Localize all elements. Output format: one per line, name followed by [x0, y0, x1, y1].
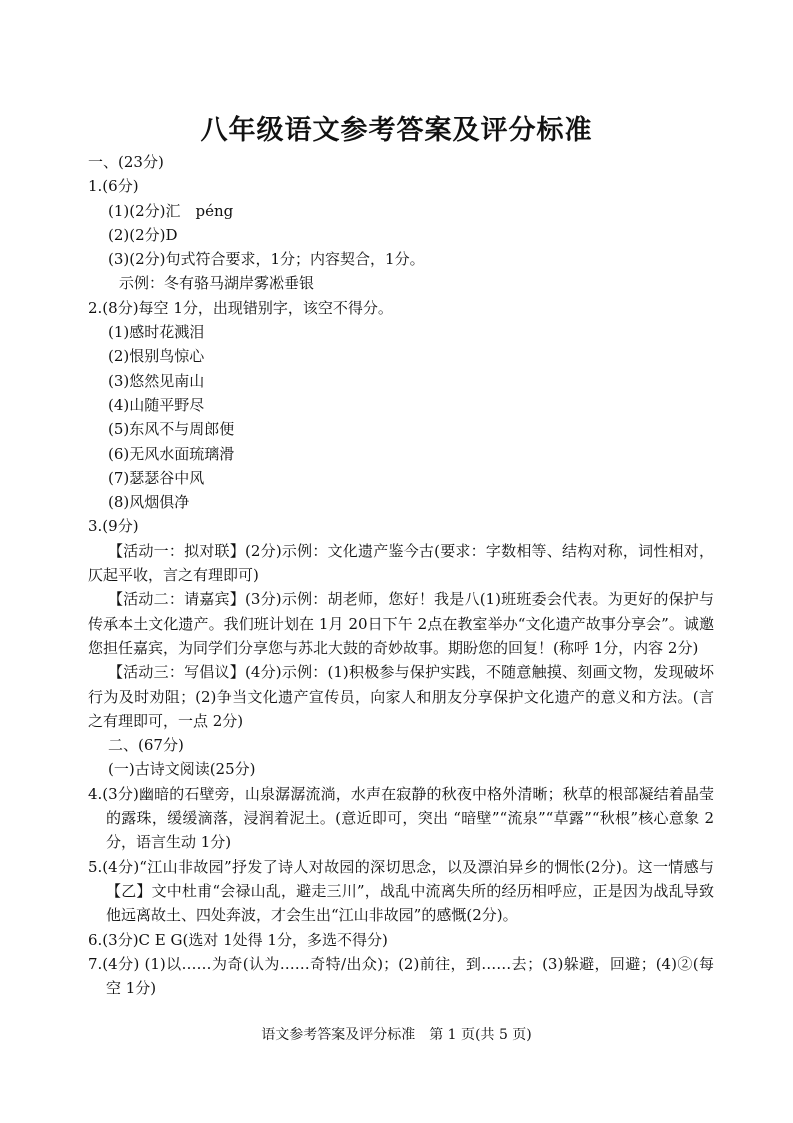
- section-heading: 一、(23分): [88, 153, 164, 171]
- activity-paragraph: 【活动二：请嘉宾】(3分)示例：胡老师，您好！我是八(1)班班委会代表。为更好的保护与传承本土文化遗产。我们班计划在 1月 20日下午 2点在教室举办“文化遗产故事分享会”。诚邀您担任嘉宾，为同学们分享您与苏北大鼓的奇妙故事。期盼您的回复！(称呼 1分，内容 2分): [88, 590, 714, 657]
- answer-line: (3)(2分)句式符合要求，1分；内容契合，1分。: [108, 250, 425, 269]
- answer-line: (3)悠然见南山: [108, 371, 205, 390]
- answer-line: (8)风烟俱净: [108, 493, 190, 512]
- page-title: 八年级语文参考答案及评分标准: [200, 115, 593, 146]
- question-heading: 3.(9分): [88, 517, 139, 536]
- section-heading: 二、(67分): [108, 736, 184, 755]
- answer-line: (6)无风水面琉璃滑: [108, 444, 235, 463]
- answer-line: 6.(3分)C E G(选对 1处得 1分，多选不得分): [88, 930, 388, 949]
- question-heading: 2.(8分)每空 1分，出现错别字，该空不得分。: [88, 298, 393, 317]
- activity-paragraph: 【活动三：写倡议】(4分)示例：(1)积极参与保护实践，不随意触摸、刻画文物，发现破坏行为及时劝阻；(2)争当文化遗产宣传员，向家人和朋友分享保护文化遗产的意义和方法。(言之有理即可，一点 2分): [88, 663, 714, 730]
- page-footer: 语文参考答案及评分标准 第 1 页(共 5 页): [261, 1027, 532, 1043]
- answer-paragraph: 7.(4分) (1)以……为奇(认为……奇特/出众)；(2)前往，到……去；(3)躲避，回避；(4)②(每空 1分): [88, 954, 714, 998]
- activity-paragraph: 【活动一：拟对联】(2分)示例：文化遗产鉴今古(要求：字数相等、结构对称，词性相对，仄起平收，言之有理即可): [88, 541, 714, 585]
- answer-paragraph: 4.(3分)幽暗的石壁旁，山泉潺潺流淌，水声在寂静的秋夜中格外清晰；秋草的根部凝结着晶莹的露珠，缓缓滴落，浸润着泥土。(意近即可，突出 “暗壁”“流泉”“草露”“秋根”核心意象 2分，语言生动 1分): [88, 784, 714, 852]
- answer-line: (1)感时花溅泪: [108, 323, 205, 342]
- question-heading: 1.(6分): [88, 177, 139, 196]
- example-line: 示例：冬有骆马湖岸雾凇垂银: [119, 274, 315, 293]
- answer-line: (7)瑟瑟谷中风: [108, 468, 205, 487]
- answer-line: (5)东风不与周郎便: [108, 420, 235, 439]
- answer-body: [88, 150, 714, 1000]
- subsection-heading: (一)古诗文阅读(25分): [108, 760, 256, 779]
- answer-paragraph: 5.(4分)“江山非故园”抒发了诗人对故园的深切思念，以及漂泊异乡的惆怅(2分)。这一情感与【乙】文中杜甫“会禄山乱，避走三川”，战乱中流离失所的经历相呼应，正是因为战乱导致他远离故土、四处奔波，才会生出“江山非故园”的感慨(2分)。: [88, 857, 714, 925]
- answer-line: (4)山随平野尽: [108, 395, 205, 414]
- answer-line: (1)(2分)汇 péng: [108, 201, 234, 220]
- answer-line: (2)恨别鸟惊心: [108, 347, 205, 366]
- answer-line: (2)(2分)D: [108, 225, 178, 244]
